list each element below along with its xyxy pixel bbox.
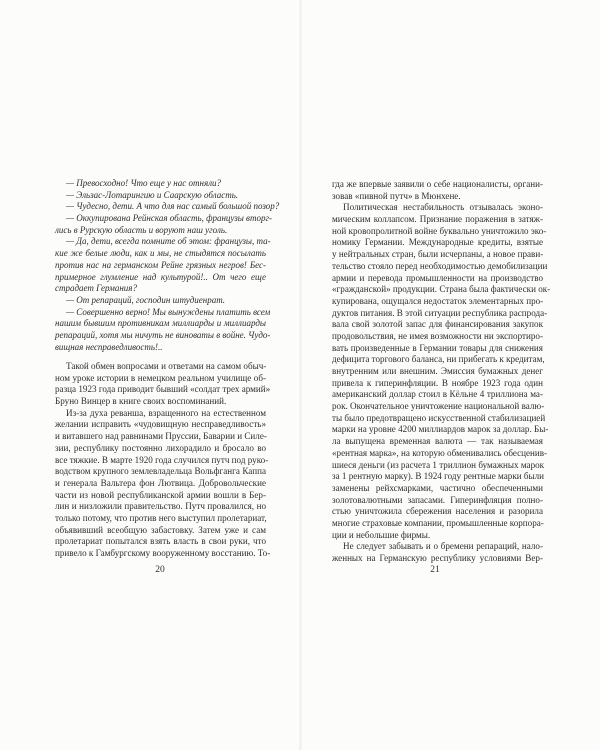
text-line: американский доллар стоил в Кёльне 4 триллиона ма- [332, 389, 543, 400]
text-line: пролетариат попытался взять власть в свои руки, что [55, 536, 266, 547]
text-line: зовав «пивной путч» в Мюнхене. [332, 190, 461, 201]
text-line: ла выпущена временная валюта — так называемая [332, 436, 543, 447]
text-line: водством крупного землевладельца Вольфганга Каппа [55, 466, 266, 477]
text-line: разца 1923 года приводит бывший «солдат трех армий» [55, 384, 271, 395]
text-line: и генерала Вальтера фон Лютвица. Добровольческие [55, 477, 266, 488]
text-line: мическим коллапсом. Признание поражения в затяж- [332, 214, 543, 225]
text-line: страдает Германия? [55, 283, 137, 294]
text-line: — От репараций, господин штудиенрат. [66, 294, 226, 305]
text-line: марки на уровне 4200 миллиардов марок за доллар. Бы- [332, 424, 549, 435]
text-line: — Оккупирована Рейнская область, французы вторг- [66, 213, 272, 224]
text-line: — Совершенно верно! Мы вынуждены платить всем [66, 306, 271, 317]
text-line: вищная несправедливость!.. [55, 341, 163, 352]
text-line: внутренним или внешним. Эмиссия бумажных денег [332, 366, 543, 376]
text-line: Из-за духа реванша, взращенного на естественном [66, 407, 266, 418]
text-line: женных на Германскую республику условиями Вер- [332, 553, 543, 563]
left-page-dialogue [55, 178, 280, 353]
text-line: репараций, хотя мы ничуть не виноваты в войне. Чудо- [55, 329, 271, 340]
right-page-body [332, 179, 551, 565]
text-line: вала свой золотой запас для финансирования закупок [332, 319, 543, 330]
text-line: примерное глумление над культурой!.. От чего еще [55, 271, 266, 282]
text-line: «гражданской» продукции. Страна была фактически ок- [332, 284, 551, 295]
text-line: все тяжкие. В марте 1920 года случился путч под руко- [55, 454, 269, 465]
text-line: Не следует забывать и о бремени репараций, нало- [343, 541, 543, 552]
text-line: гда же впервые заявили о себе националисты, органи- [332, 179, 543, 189]
text-line: — Да, дети, всегда помните об этом: французы, та- [66, 236, 271, 247]
text-line: привело к Гамбургскому вооруженному восстанию. То- [55, 548, 271, 558]
text-line: — Эльзас-Лотарингию и Саарскую область. [66, 189, 239, 200]
text-line: вать произведенные в Германии товары для снижения [332, 342, 543, 353]
text-line: лись в Рурскую область и воруют наш уголь. [55, 224, 228, 235]
text-line: ты было предотвращено искусственной стабилизацией [332, 412, 546, 423]
text-line: стью уничтожила сбережения населения и разорила [332, 506, 543, 517]
text-line: шиеся деньги (из расчета 1 триллион бумажных марок [332, 459, 545, 470]
book-gutter [299, 0, 302, 750]
text-line: заменены рейхсмарками, частично обеспеченными [332, 482, 543, 493]
text-line: лин и низложили правительство. Путч провалился, но [55, 501, 266, 512]
text-line: только потому, что против него выступил пролетариат, [55, 512, 267, 523]
text-line: Политическая нестабильность отзывалась эконо- [343, 202, 543, 213]
text-line: у нейтральных стран, были исчерпаны, а новое прави- [332, 249, 544, 260]
text-line: ции и небольшие фирмы. [332, 529, 431, 540]
text-line: купирована, ощущался недостаток элементарных про- [332, 295, 544, 306]
text-line: части из новой республиканской армии вошли в Бер- [55, 489, 266, 500]
text-line: номику Германии. Международные кредиты, взятые [332, 237, 543, 248]
text-line: армии и перевода промышленности на производство [332, 272, 543, 283]
text-line: привела к гиперинфляции. В ноябре 1923 года один [332, 377, 543, 388]
text-line: против нас на германском Рейне грязных негров! Бес- [55, 259, 266, 270]
page-number-left: 20 [155, 565, 165, 575]
text-line: продовольствия, не имея возможности ни экспортиро- [332, 330, 543, 341]
text-line: нашим бывшим противникам миллиарды и миллиарды [55, 318, 266, 329]
text-line: Бруно Винцер в книге своих воспоминаний. [55, 396, 227, 407]
text-line: зии, республику постоянно лихорадило и бросало во [55, 442, 266, 453]
text-line: многие страховые компании, промышленные корпора- [332, 517, 544, 528]
text-line: рок. Окончательное уничтожение национальной валю- [332, 401, 545, 412]
text-line: Такой обмен вопросами и ответами на самом обыч- [66, 361, 267, 371]
text-line: тельство стояло перед необходимостью демобилизации [332, 260, 548, 271]
text-line: дуктов питания. В этой ситуации республика распрода- [332, 307, 548, 318]
text-line: желании исправить «чудовищную несправедливость» [55, 419, 266, 430]
text-line: кие же белые люди, как и мы, не стыдятся посылать [55, 248, 266, 259]
text-line: золотовалютными запасами. Гиперинфляция полно- [332, 494, 543, 505]
text-line: — Превосходно! Что еще у нас отняли? [66, 178, 222, 188]
text-line: объявивший всеобщую забастовку. Затем уже и сам [55, 524, 266, 535]
page-number-right: 21 [430, 565, 440, 575]
text-line: — Чудесно, дети. А что для нас самый большой позор? [66, 201, 280, 212]
left-page-body [55, 361, 271, 560]
text-line: и витавшего над равнинами Пруссии, Баварии и Силе- [55, 431, 267, 442]
text-line: дефицита торгового баланса, ни прибегать к кредитам, [332, 354, 545, 365]
text-line: «рентная марка», на которую обменивались обесценив- [332, 447, 548, 458]
text-line: ной кровопролитной войне буквально уничтожило эко- [332, 225, 547, 236]
text-line: за 1 рентную марку). В 1924 году рентные марки были [332, 471, 545, 482]
text-line: ном уроке истории в немецком реальном училище об- [55, 372, 266, 383]
